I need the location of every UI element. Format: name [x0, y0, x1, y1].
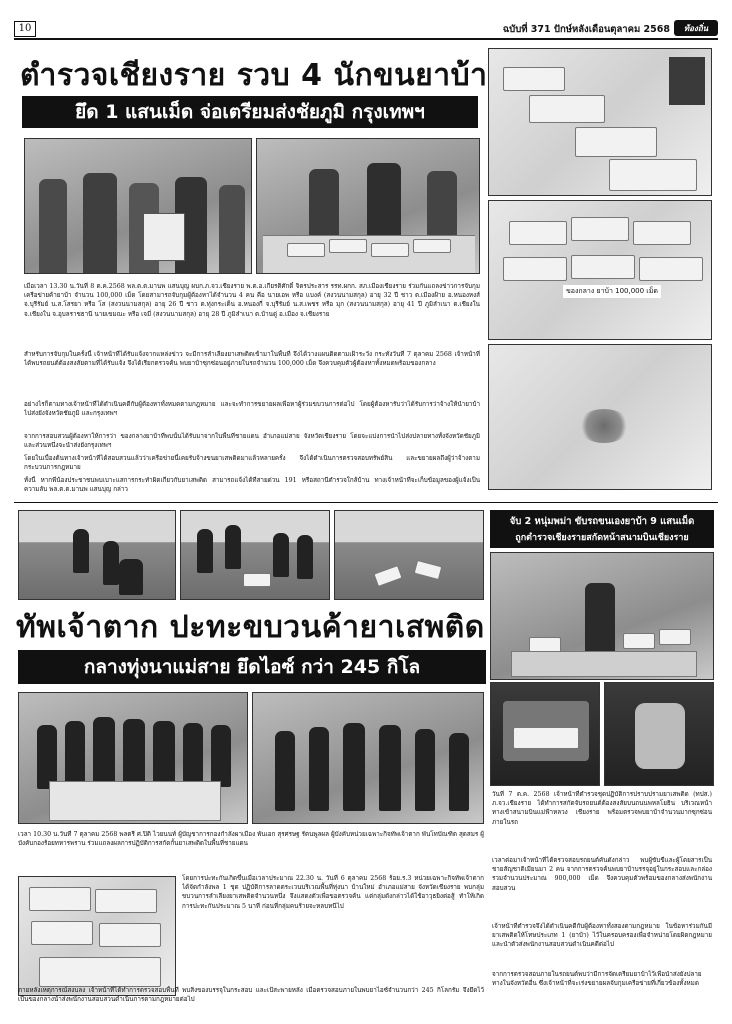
soldier-figure	[123, 719, 145, 787]
drug-package	[639, 257, 703, 281]
drug-package	[571, 255, 635, 279]
drug-package	[659, 629, 691, 645]
officer-figure	[427, 171, 457, 245]
officer-figure	[39, 179, 67, 274]
soldier-figure	[37, 725, 57, 789]
story1-photo-packages-1	[488, 48, 712, 196]
story1-photo-press-conference	[24, 138, 252, 274]
officer-figure	[219, 185, 245, 274]
suspect-figure	[585, 583, 615, 653]
soldier-figure	[211, 725, 231, 787]
story3-photo-field-2	[180, 510, 330, 600]
bag-shape	[635, 703, 685, 769]
soldier-figure	[449, 733, 469, 811]
story3-paragraph: เวลา 10.30 น.วันที่ 7 ตุลาคม 2568 พลตรี ศ.ปิติ ไวยนนท์ ผู้บัญชาการกองกำลังผาเมือง พันเอก สุรศรษฐ รัตนพูลผล ผู้บังคับหน่วยเฉพาะกิจทัพเจ้าตาก พันโทบัณฑิต สุดสมร ผู้บังคับกองร้อยทหารพราน ร่วมแถลงผลการปฏิบัติการสกัดกั้นยาเสพติดในพื้นที่ชายแดน	[18, 831, 484, 848]
soldier-figure	[273, 533, 289, 577]
drug-package	[329, 239, 367, 253]
story3-paragraph: ภายหลังเหตุการณ์สงบลง เจ้าหน้าที่ได้ทำการตรวจสอบพื้นที่ พบสิ่งของบรรจุในกระสอบ และเป้สะพายหลัง เมื่อตรวจสอบภายในพบยาไอซ์จำนวนกว่า 245 กิโลกรัม จึงยึดไว้เป็นของกลางนำส่งพนักงานสอบสวนดำเนินการตามกฎหมายต่อไป	[18, 987, 484, 1004]
story1-photo-packages-2	[488, 200, 712, 340]
drug-package	[529, 95, 605, 123]
drug-package	[609, 159, 697, 191]
logo-text: ท้องถิ่น	[683, 24, 709, 33]
story3-photo-soldiers-evidence	[18, 692, 248, 824]
ice-package	[29, 887, 91, 911]
drug-package	[623, 633, 655, 649]
issue-text: ฉบับที่ 371 ปักษ์หลังเดือนตุลาคม 2568	[502, 24, 670, 35]
evidence-table	[511, 651, 697, 677]
story1-paragraph: จากการสอบสวนผู้ต้องหาให้การว่า ของกลางยาบ้าที่พบนั้นได้รับมาจากในพื้นที่ชายแดน อำเภอแม่สาย จังหวัดเชียงราย โดยจะแบ่งการนำไปส่งปลายทางทั้งจังหวัดชัยภูมิ และส่วนหนึ่งจะนำส่งยังกรุงเทพฯ	[24, 433, 480, 450]
story1-paragraph: อย่างไรก็ตามทางเจ้าหน้าที่ได้ดำเนินคดีกับผู้ต้องหาทั้งหมดตามกฎหมาย และจะทำการขยายผลเพื่อหาผู้ร่วมขบวนการต่อไป โดยผู้ต้องหารับว่าได้รับการว่าจ้างให้นำยาบ้าไปส่งยังจังหวัดชัยภูมิ และกรุงเทพฯ	[24, 401, 480, 418]
drug-package	[413, 239, 451, 253]
story2-paragraph: เวลาต่อมาเจ้าหน้าที่ได้ตรวจสอบรถยนต์คันดังกล่าว พบผู้ขับขี่และผู้โดยสารเป็นชายสัญชาติเมียนมา 2 คน จากการตรวจค้นพบยาบ้าบรรจุอยู่ในกระสอบและกล่อง รวมจำนวนประมาณ 900,000 เม็ด จึงควบคุมตัวพร้อมของกลางส่งพนักงานสอบสวน	[492, 857, 712, 892]
story2-photo-car-trunk	[490, 682, 600, 786]
soldier-figure	[73, 529, 89, 573]
soldier-figure	[379, 725, 401, 811]
story3-subheadline: กลางทุ่งนาแม่สาย ยึดไอซ์ กว่า 245 กิโล	[18, 650, 486, 684]
story2-photo-suspects	[490, 552, 714, 680]
soldier-figure	[297, 535, 313, 579]
soldier-figure	[415, 729, 435, 811]
soldier-figure	[225, 525, 241, 569]
drug-package	[633, 221, 691, 245]
story3-photo-soldiers-line	[252, 692, 484, 824]
story2-paragraph: วันที่ 7 ต.ค. 2568 เจ้าหน้าที่ตำรวจชุดปฏิบัติการปราบปรามยาเสพติด (ทปส.) ภ.จว.เชียงราย ได้ทำการสกัดจับรถยนต์ต้องสงสัยบนถนนพหลโยธิน บริเวณหน้าทางเข้าสนามบินแม่ฟ้าหลวง เชียงราย พร้อมตรวจพบยาบ้าจำนวนมากซุกซ่อนภายในรถ	[492, 791, 712, 826]
officer-figure	[83, 173, 117, 274]
drug-package	[575, 127, 657, 157]
soldier-figure	[343, 723, 365, 811]
story1-paragraph: สำหรับการจับกุมในครั้งนี้ เจ้าหน้าที่ได้รับแจ้งจากแหล่งข่าว จะมีการลำเลียงยาเสพติดเข้ามาในพื้นที่ จึงได้วางแผนติดตามเฝ้าระวัง กระทั่งวันที่ 7 ตุลาคม 2568 เจ้าหน้าที่ได้พบรถยนต์ต้องสงสัยตามที่ได้รับแจ้ง จึงได้เรียกตรวจค้น พบยาบ้าซุกซ่อนอยู่ภายในรถจำนวน 100,000 เม็ด จึงควบคุมตัวผู้ต้องหาทั้งหมดพร้อมของกลาง	[24, 351, 480, 368]
evidence-sack	[414, 560, 443, 580]
officer-figure	[309, 169, 339, 245]
evidence-row	[49, 781, 221, 821]
drug-package	[509, 221, 567, 245]
soldier-figure	[93, 717, 115, 787]
drug-package	[503, 67, 565, 91]
ice-package	[39, 957, 161, 987]
story1-photo-officers-evidence	[256, 138, 480, 274]
drug-package	[371, 243, 409, 257]
drug-package	[503, 257, 567, 281]
story1-paragraph: เมื่อเวลา 13.30 น.วันที่ 8 ต.ค.2568 พล.ต.ต.มานพ แสนบุญ ผบก.ภ.จว.เชียงราย พ.ต.อ.เกียรติศักดิ์ จิตรประสาร รรท.ผกก. สภ.เมืองเชียงราย ร่วมกันแถลงข่าวการจับกุมเครือข่ายค้ายาบ้า จำนวน 100,000 เม็ด โดยสามารถจับกุมผู้ต้องหาได้จำนวน 4 คน คือ นายเอพ หรือ แบงค์ (สงวนนามสกุล) อายุ 32 ปี ชาว ต.เมืองฝ้าย อ.หนองหงส์ จ.บุรีรัมย์ น.ส.โสรยา หรือ โส (สงวนนามสกุล) อายุ 26 ปี ชาว ต.ทุ่งกระเต็น อ.หนองกี่ จ.บุรีรัมย์ น.ส.เพชร หรือ มุก (สงวนนามสกุล) อายุ 41 ปี ภูมิลำเนา ต.เชียงใน จ.เชียงใน จ.อุบลราชธานี นายเขมณะ หรือ เจมี่ (สงวนนามสกุล) อายุ 28 ปี ภูมิลำเนา ต.บ้านดู่ อ.เมือง จ.เชียงราย	[24, 283, 480, 318]
story1-headline: ตำรวจเชียงราย รวบ 4 นักขนยาบ้า	[20, 58, 488, 93]
story3-photo-ice-packages	[18, 876, 176, 996]
story1-paragraph: ทั้งนี้ หากพี่น้องประชาชนพบเบาะแสการกระทำผิดเกี่ยวกับยาเสพติด สามารถแจ้งได้ที่สายด่วน 191 หรือสถานีตำรวจใกล้บ้าน ทางเจ้าหน้าที่จะเก็บข้อมูลของผู้แจ้งเป็นความลับ พล.ต.ต.มานพ แสนบุญ กล่าว	[24, 477, 480, 494]
ice-package	[95, 889, 157, 913]
ice-package	[99, 923, 161, 947]
story3-paragraph: โดยการปะทะกันเกิดขึ้นเมื่อเวลาประมาณ 22.30 น. วันที่ 6 ตุลาคม 2568 ร้อย.ร.3 หน่วยเฉพาะกิจทัพเจ้าตาก ได้จัดกำลังพล 1 ชุด ปฏิบัติการลาดตระเวนบริเวณพื้นที่ทุ่งนา บ้านใหม่ อำเภอแม่สาย จังหวัดเชียงราย พบกลุ่มขบวนการลำเลียงยาเสพติดจำนวนหนึ่ง จึงแสดงตัวเพื่อขอตรวจค้น แต่กลุ่มดังกล่าวได้ใช้อาวุธยิงต่อสู้ ทำให้เกิดการปะทะกันประมาณ 5 นาที ก่อนที่กลุ่มคนร้ายจะหลบหนีไป	[182, 875, 484, 910]
soldier-figure	[183, 723, 203, 787]
logo	[674, 20, 718, 36]
story3-photo-field-3	[334, 510, 484, 600]
story2-photo-car-interior	[604, 682, 714, 786]
ice-package	[31, 921, 93, 945]
soldier-figure	[119, 559, 143, 595]
evidence-sack	[243, 573, 271, 587]
soldier-figure	[309, 727, 329, 811]
story2-headline: จับ 2 หนุ่มพม่า ขับรถขนเองยาบ้า 9 แสนเม็ด	[509, 516, 695, 527]
chair-shape	[669, 57, 705, 105]
section-divider	[14, 502, 718, 503]
soldier-figure	[103, 541, 119, 585]
page-number: 10	[14, 21, 36, 37]
soldier-figure	[197, 529, 213, 573]
soldier-figure	[65, 721, 85, 787]
drug-package	[513, 727, 579, 749]
story3-photo-field-1	[18, 510, 176, 600]
page-header	[14, 20, 718, 38]
story2-subheadline: ถูกตำรวจเชียงรายสกัดหน้าสนามบินเชียงราย	[515, 533, 689, 543]
evidence-sack	[373, 565, 402, 587]
pill-pile	[577, 409, 631, 443]
evidence-caption: ของกลาง ยาบ้า 100,000 เม็ด	[563, 285, 661, 298]
story3-headline: ทัพเจ้าตาก ปะทะขบวนค้ายาเสพติด	[16, 610, 485, 645]
drug-package	[571, 217, 629, 241]
story1-paragraph: โดยในเบื้องต้นทางเจ้าหน้าที่ได้สอบสวนแล้วว่าเครือข่ายนี้เคยรับจ้างขนยาเสพติดมาแล้วหลายครั้ง จึงได้ดำเนินการตรวจสอบทรัพย์สิน และขยายผลถึงผู้ว่าจ้างตามกระบวนการกฎหมาย	[24, 455, 480, 472]
evidence-board	[143, 213, 185, 261]
story2-paragraph: เจ้าหน้าที่ตำรวจจึงได้ดำเนินคดีกับผู้ต้องหาทั้งสองตามกฎหมาย ในข้อหาร่วมกันมียาเสพติดให้โทษประเภท 1 (ยาบ้า) ไว้ในครอบครองเพื่อจำหน่ายโดยผิดกฎหมาย และนำตัวส่งพนักงานสอบสวนดำเนินคดีต่อไป	[492, 923, 712, 949]
soldier-figure	[275, 731, 295, 811]
story1-photo-pills-closeup	[488, 344, 712, 490]
story1-subheadline: ยึด 1 แสนเม็ด จ่อเตรียมส่งชัยภูมิ กรุงเทพฯ	[22, 96, 478, 128]
drug-package	[287, 243, 325, 257]
soldier-figure	[153, 721, 175, 787]
story2-paragraph: จากการตรวจสอบภายในรถยนต์พบว่ามีการจัดเตรียมยาบ้าไว้เพื่อนำส่งยังปลายทางในจังหวัดอื่น ซึ่งเจ้าหน้าที่จะเร่งขยายผลจับกุมเครือข่ายที่เกี่ยวข้องทั้งหมด	[492, 971, 702, 988]
header-rule	[14, 38, 718, 40]
